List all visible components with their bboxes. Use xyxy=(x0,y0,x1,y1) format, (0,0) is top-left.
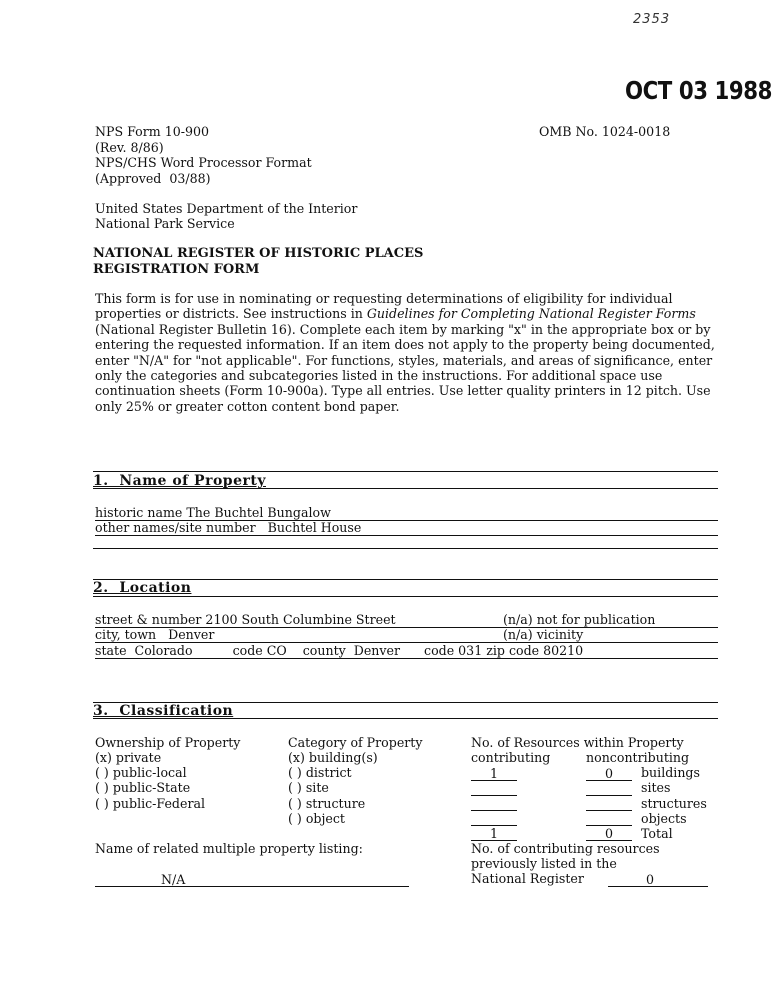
ownership-public-local: ( ) public-local xyxy=(95,765,187,780)
resources-title: No. of Resources within Property xyxy=(471,735,684,750)
form-title: NATIONAL REGISTER OF HISTORIC PLACES xyxy=(93,246,424,261)
row-label-structures: structures xyxy=(641,796,707,811)
multiple-listing-field: N/A xyxy=(95,886,409,887)
state-county-zip-field: state Colorado code CO county Denver code 031 zip code 80210 xyxy=(95,643,718,659)
historic-name-field: historic name The Buchtel Bungalow xyxy=(95,505,718,521)
previously-listed-line-2: previously listed in the xyxy=(471,856,617,871)
ownership-public-state: ( ) public-State xyxy=(95,780,191,795)
contributing-total: 1 xyxy=(471,840,517,841)
contributing-buildings: 1 xyxy=(471,780,517,781)
row-label-buildings: buildings xyxy=(641,765,700,780)
street-field: street & number 2100 South Columbine Street xyxy=(95,612,718,628)
instructions-paragraph: This form is for use in nominating or requesting determinations of eligibility for individual properties or districts. See instructions in Guidelines for Completing National Register Forms (National Register Bulletin 16). Complete each item by marking "x" in the appropriate box or by entering the requested information. If an item does not apply to the property being documented, enter "N/A" for "not applicable". For functions, styles, materials, and areas of significance, enter only the categories and subcategories listed in the instructions. For additional space use continuation sheets (Form 10-900a). Type all entries. Use letter quality printers in 12 pitch. Use only 25% or greater cotton content bond paper. xyxy=(95,291,715,414)
date-stamp: OCT 03 1988 xyxy=(625,76,772,105)
form-subtitle: REGISTRATION FORM xyxy=(93,262,260,277)
agency-service: National Park Service xyxy=(95,216,235,231)
ownership-private: (x) private xyxy=(95,750,162,765)
previously-listed-field: 0 xyxy=(608,886,708,887)
section-divider xyxy=(93,471,718,472)
noncontributing-header: noncontributing xyxy=(586,750,690,765)
contributing-sites xyxy=(471,795,517,796)
vicinity: (n/a) vicinity xyxy=(503,627,584,642)
category-site: ( ) site xyxy=(288,780,329,795)
contributing-structures xyxy=(471,810,517,811)
previously-listed-line-1: No. of contributing resources xyxy=(471,841,660,856)
category-object: ( ) object xyxy=(288,811,345,826)
category-building: (x) building(s) xyxy=(288,750,378,765)
section-2-heading: 2. Location xyxy=(93,580,192,596)
row-label-total: Total xyxy=(641,826,673,841)
section-divider xyxy=(93,718,718,719)
row-label-objects: objects xyxy=(641,811,687,826)
form-revision: (Rev. 8/86) xyxy=(95,140,164,155)
handwritten-number: 2353 xyxy=(633,12,671,27)
category-title: Category of Property xyxy=(288,735,423,750)
city-field: city, town Denver xyxy=(95,627,718,643)
guidelines-title: Guidelines for Completing National Register Forms xyxy=(366,306,696,322)
multiple-listing-label: Name of related multiple property listing: xyxy=(95,841,363,856)
section-divider xyxy=(93,596,718,597)
section-divider xyxy=(93,488,718,489)
category-district: ( ) district xyxy=(288,765,352,780)
previously-listed-line-3: National Register xyxy=(471,871,584,886)
blank-line xyxy=(93,548,718,549)
omb-number: OMB No. 1024-0018 xyxy=(539,124,671,139)
row-label-sites: sites xyxy=(641,780,671,795)
section-1-heading: 1. Name of Property xyxy=(93,473,266,489)
form-number: NPS Form 10-900 xyxy=(95,124,210,139)
noncontributing-buildings: 0 xyxy=(586,780,632,781)
noncontributing-structures xyxy=(586,810,632,811)
noncontributing-total: 0 xyxy=(586,840,632,841)
not-for-publication: (n/a) not for publication xyxy=(503,612,656,627)
contributing-header: contributing xyxy=(471,750,551,765)
agency-department: United States Department of the Interior xyxy=(95,201,358,216)
category-structure: ( ) structure xyxy=(288,796,366,811)
noncontributing-sites xyxy=(586,795,632,796)
other-names-field: other names/site number Buchtel House xyxy=(95,520,718,536)
form-approved: (Approved 03/88) xyxy=(95,171,211,186)
ownership-public-federal: ( ) public-Federal xyxy=(95,796,206,811)
section-3-heading: 3. Classification xyxy=(93,703,234,719)
form-format: NPS/CHS Word Processor Format xyxy=(95,155,312,170)
ownership-title: Ownership of Property xyxy=(95,735,241,750)
